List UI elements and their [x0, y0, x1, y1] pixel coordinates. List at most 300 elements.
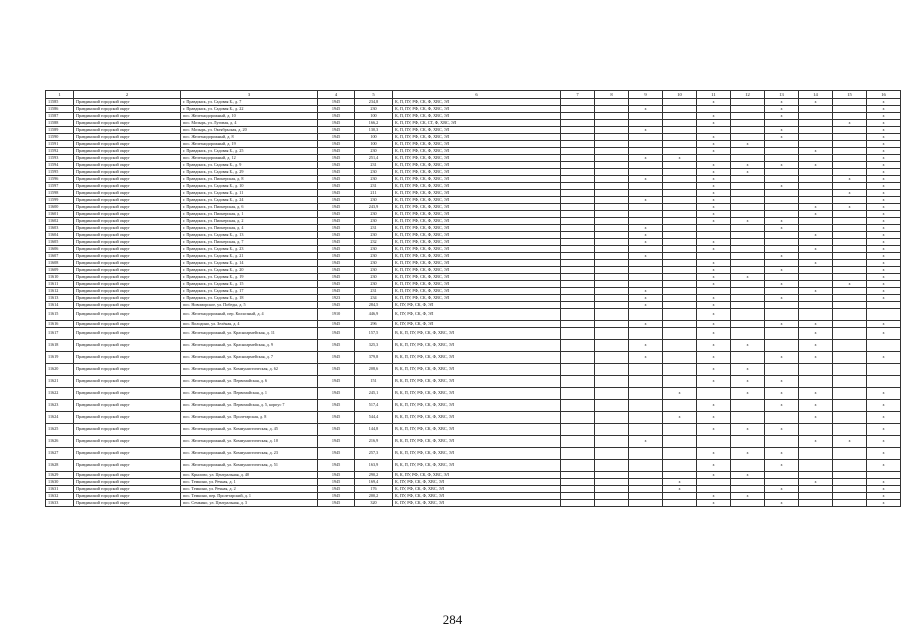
municipality-cell: Правдинский городской округ	[74, 141, 181, 148]
mark-cell-col-16: x	[867, 99, 901, 106]
mark-cell-col-16: x	[867, 190, 901, 197]
mark-cell-col-12	[731, 225, 765, 232]
mark-cell-col-16: x	[867, 246, 901, 253]
municipality-cell: Правдинский городской округ	[74, 211, 181, 218]
mark-cell-col-10	[663, 197, 697, 204]
mark-cell-col-10	[663, 472, 697, 479]
address-cell: пос. Железнодорожный, ул. Первомайская, д. 5, корпус 7	[181, 400, 318, 412]
mark-cell-col-12	[731, 183, 765, 190]
mark-cell-col-12	[731, 412, 765, 424]
mark-cell-col-8	[595, 288, 629, 295]
mark-cell-col-14	[799, 197, 833, 204]
mark-cell-col-12	[731, 106, 765, 113]
year-cell: 1945	[318, 127, 355, 134]
mark-cell-col-10	[663, 162, 697, 169]
mark-cell-col-12	[731, 155, 765, 162]
row-id-cell: 11589	[46, 127, 74, 134]
address-cell: г. Правдинск, ул. Садовая Б., д. 9	[181, 162, 318, 169]
mark-cell-col-16: x	[867, 500, 901, 507]
mark-cell-col-16: x	[867, 260, 901, 267]
mark-cell-col-11: x	[697, 246, 731, 253]
mark-cell-col-11: x	[697, 321, 731, 328]
mark-cell-col-10: x	[663, 388, 697, 400]
mark-cell-col-7	[561, 472, 595, 479]
works-cell: В, К, П, ПУ, РФ, СК, Ф, ХВС, ЭЛ	[393, 340, 561, 352]
municipality-cell: Правдинский городской округ	[74, 148, 181, 155]
mark-cell-col-9	[629, 148, 663, 155]
mark-cell-col-9	[629, 486, 663, 493]
mark-cell-col-15: x	[833, 176, 867, 183]
mark-cell-col-8	[595, 183, 629, 190]
row-id-cell: 11630	[46, 479, 74, 486]
mark-cell-col-8	[595, 197, 629, 204]
mark-cell-col-14: x	[799, 148, 833, 155]
mark-cell-col-16: x	[867, 412, 901, 424]
mark-cell-col-9: x	[629, 106, 663, 113]
register-table	[45, 90, 901, 507]
mark-cell-col-15	[833, 183, 867, 190]
mark-cell-col-16: x	[867, 155, 901, 162]
mark-cell-col-12: x	[731, 472, 765, 479]
municipality-cell: Правдинский городской округ	[74, 99, 181, 106]
municipality-cell: Правдинский городской округ	[74, 436, 181, 448]
area-cell: 100	[355, 113, 393, 120]
row-id-cell: 11620	[46, 364, 74, 376]
mark-cell-col-11: x	[697, 493, 731, 500]
mark-cell-col-14	[799, 225, 833, 232]
area-cell: 230	[355, 281, 393, 288]
mark-cell-col-14	[799, 376, 833, 388]
municipality-cell: Правдинский городской округ	[74, 295, 181, 302]
mark-cell-col-9: x	[629, 321, 663, 328]
mark-cell-col-13: x	[765, 113, 799, 120]
mark-cell-col-14	[799, 120, 833, 127]
row-id-cell: 11611	[46, 281, 74, 288]
works-cell: К, ПУ, РФ, СК, Ф, ХВС, ЭЛ	[393, 500, 561, 507]
area-cell: 230	[355, 106, 393, 113]
municipality-cell: Правдинский городской округ	[74, 352, 181, 364]
year-cell: 1945	[318, 106, 355, 113]
address-cell: г. Правдинск, ул. Садовая Б., д. 15	[181, 281, 318, 288]
mark-cell-col-10	[663, 424, 697, 436]
mark-cell-col-11: x	[697, 295, 731, 302]
mark-cell-col-7	[561, 340, 595, 352]
table-row	[46, 412, 901, 424]
mark-cell-col-16: x	[867, 204, 901, 211]
works-cell: К, П, ПУ, РФ, СК, Ф, ХВС, ЭЛ	[393, 253, 561, 260]
municipality-cell: Правдинский городской округ	[74, 364, 181, 376]
mark-cell-col-10	[663, 211, 697, 218]
mark-cell-col-7	[561, 424, 595, 436]
row-id-cell: 11598	[46, 190, 74, 197]
mark-cell-col-12: x	[731, 274, 765, 281]
mark-cell-col-16: x	[867, 148, 901, 155]
area-cell: 290,2	[355, 472, 393, 479]
mark-cell-col-10: x	[663, 412, 697, 424]
row-id-cell: 11610	[46, 274, 74, 281]
mark-cell-col-7	[561, 295, 595, 302]
mark-cell-col-14	[799, 127, 833, 134]
mark-cell-col-15	[833, 127, 867, 134]
row-id-cell: 11591	[46, 141, 74, 148]
column-header-1: 1	[46, 91, 74, 99]
area-cell: 517,4	[355, 400, 393, 412]
mark-cell-col-12	[731, 309, 765, 321]
mark-cell-col-15	[833, 197, 867, 204]
table-row	[46, 376, 901, 388]
address-cell: г. Правдинск, ул. Садовая Б., д. 17	[181, 288, 318, 295]
address-cell: пос. Железнодорожный, ул. Коммунистическая, д. 62	[181, 364, 318, 376]
address-cell: пос. Семкино, ул. Центральная, д. 3	[181, 500, 318, 507]
year-cell: 1945	[318, 436, 355, 448]
mark-cell-col-14: x	[799, 288, 833, 295]
works-cell: К, П, ПУ, РФ, СК, Ф, ХВС, ЭЛ	[393, 176, 561, 183]
column-header-12: 12	[731, 91, 765, 99]
mark-cell-col-12	[731, 176, 765, 183]
mark-cell-col-8	[595, 340, 629, 352]
mark-cell-col-8	[595, 352, 629, 364]
mark-cell-col-15	[833, 376, 867, 388]
mark-cell-col-13	[765, 493, 799, 500]
year-cell: 1945	[318, 388, 355, 400]
works-cell: К, П, ПУ, РФ, СК, Ф, ХВС, ЭЛ	[393, 141, 561, 148]
works-cell: К, ПУ, РФ, СК, Ф, ХВС, ЭЛ	[393, 479, 561, 486]
mark-cell-col-12	[731, 436, 765, 448]
mark-cell-col-7	[561, 376, 595, 388]
table-row	[46, 218, 901, 225]
works-cell: К, П, ПУ, РФ, СК, Ф, ХВС, ЭЛ	[393, 190, 561, 197]
mark-cell-col-9	[629, 493, 663, 500]
mark-cell-col-11	[697, 288, 731, 295]
mark-cell-col-13	[765, 120, 799, 127]
mark-cell-col-9	[629, 218, 663, 225]
works-cell: К, П, ПУ, РФ, СК, СТ, Ф, ХВС, ЭЛ	[393, 120, 561, 127]
mark-cell-col-16: x	[867, 211, 901, 218]
mark-cell-col-16	[867, 472, 901, 479]
table-row	[46, 239, 901, 246]
mark-cell-col-10	[663, 225, 697, 232]
address-cell: пос. Мозырь, ул. Октябрьская, д. 20	[181, 127, 318, 134]
mark-cell-col-16: x	[867, 162, 901, 169]
mark-cell-col-12	[731, 99, 765, 106]
address-cell: пос. Мозырь, ул. Луговая, д. 4	[181, 120, 318, 127]
year-cell: 1945	[318, 204, 355, 211]
mark-cell-col-9: x	[629, 232, 663, 239]
year-cell: 1945	[318, 141, 355, 148]
mark-cell-col-14: x	[799, 328, 833, 340]
year-cell: 1923	[318, 295, 355, 302]
mark-cell-col-12: x	[731, 340, 765, 352]
mark-cell-col-13: x	[765, 376, 799, 388]
mark-cell-col-11: x	[697, 352, 731, 364]
mark-cell-col-12: x	[731, 162, 765, 169]
mark-cell-col-9	[629, 204, 663, 211]
table-row	[46, 260, 901, 267]
mark-cell-col-15	[833, 486, 867, 493]
area-cell: 230	[355, 169, 393, 176]
mark-cell-col-9	[629, 460, 663, 472]
mark-cell-col-12: x	[731, 493, 765, 500]
mark-cell-col-9	[629, 246, 663, 253]
mark-cell-col-8	[595, 321, 629, 328]
table-row	[46, 169, 901, 176]
mark-cell-col-15	[833, 479, 867, 486]
mark-cell-col-7	[561, 141, 595, 148]
mark-cell-col-7	[561, 479, 595, 486]
mark-cell-col-10	[663, 400, 697, 412]
column-header-6: 6	[393, 91, 561, 99]
year-cell: 1945	[318, 169, 355, 176]
year-cell: 1945	[318, 113, 355, 120]
mark-cell-col-15	[833, 218, 867, 225]
mark-cell-col-9: x	[629, 239, 663, 246]
mark-cell-col-10	[663, 106, 697, 113]
area-cell: 169,4	[355, 479, 393, 486]
mark-cell-col-16	[867, 309, 901, 321]
mark-cell-col-12	[731, 113, 765, 120]
area-cell: 200,2	[355, 493, 393, 500]
row-id-cell: 11617	[46, 328, 74, 340]
area-cell: 325,3	[355, 340, 393, 352]
municipality-cell: Правдинский городской округ	[74, 106, 181, 113]
mark-cell-col-11: x	[697, 424, 731, 436]
mark-cell-col-16: x	[867, 218, 901, 225]
area-cell: 163,9	[355, 460, 393, 472]
area-cell: 230	[355, 260, 393, 267]
mark-cell-col-9: x	[629, 352, 663, 364]
mark-cell-col-15	[833, 400, 867, 412]
mark-cell-col-14	[799, 134, 833, 141]
table-row	[46, 176, 901, 183]
mark-cell-col-7	[561, 155, 595, 162]
mark-cell-col-12	[731, 281, 765, 288]
mark-cell-col-13	[765, 309, 799, 321]
mark-cell-col-14	[799, 500, 833, 507]
mark-cell-col-14	[799, 460, 833, 472]
area-cell: 230	[355, 211, 393, 218]
mark-cell-col-16: x	[867, 486, 901, 493]
mark-cell-col-12	[731, 134, 765, 141]
mark-cell-col-9	[629, 400, 663, 412]
column-header-10: 10	[663, 91, 697, 99]
mark-cell-col-11: x	[697, 176, 731, 183]
mark-cell-col-11: x	[697, 99, 731, 106]
mark-cell-col-12	[731, 288, 765, 295]
address-cell: пос. Железнодорожный, ул. Первомайская, д. 6	[181, 376, 318, 388]
mark-cell-col-16: x	[867, 479, 901, 486]
mark-cell-col-9	[629, 260, 663, 267]
table-row	[46, 197, 901, 204]
mark-cell-col-13	[765, 302, 799, 309]
municipality-cell: Правдинский городской округ	[74, 246, 181, 253]
mark-cell-col-9: x	[629, 176, 663, 183]
mark-cell-col-15	[833, 162, 867, 169]
mark-cell-col-12	[731, 295, 765, 302]
column-header-14: 14	[799, 91, 833, 99]
mark-cell-col-13	[765, 340, 799, 352]
works-cell: К, П, ПУ, РФ, СК, Ф, ХВС, ЭЛ	[393, 127, 561, 134]
mark-cell-col-8	[595, 246, 629, 253]
mark-cell-col-14: x	[799, 321, 833, 328]
address-cell: г. Правдинск, ул. Садовая Б., д. 11	[181, 190, 318, 197]
mark-cell-col-10	[663, 204, 697, 211]
mark-cell-col-8	[595, 225, 629, 232]
table-row	[46, 493, 901, 500]
address-cell: г. Правдинск, ул. Садовая Б., д. 25	[181, 148, 318, 155]
address-cell: пос. Железнодорожный, д. 10	[181, 113, 318, 120]
year-cell: 1945	[318, 120, 355, 127]
works-cell: К, П, ПУ, РФ, СК, Ф, ХВС, ЭЛ	[393, 281, 561, 288]
mark-cell-col-14: x	[799, 204, 833, 211]
mark-cell-col-13: x	[765, 106, 799, 113]
address-cell: г. Правдинск, ул. Садовая Б., д. 18	[181, 295, 318, 302]
year-cell: 1945	[318, 486, 355, 493]
municipality-cell: Правдинский городской округ	[74, 239, 181, 246]
mark-cell-col-10	[663, 99, 697, 106]
mark-cell-col-7	[561, 148, 595, 155]
mark-cell-col-15	[833, 340, 867, 352]
mark-cell-col-14	[799, 239, 833, 246]
year-cell: 1945	[318, 218, 355, 225]
year-cell: 1910	[318, 309, 355, 321]
year-cell: 1945	[318, 400, 355, 412]
mark-cell-col-9	[629, 141, 663, 148]
mark-cell-col-11: x	[697, 340, 731, 352]
mark-cell-col-13: x	[765, 218, 799, 225]
row-id-cell: 11628	[46, 460, 74, 472]
mark-cell-col-13	[765, 232, 799, 239]
mark-cell-col-15	[833, 295, 867, 302]
area-cell: 257,3	[355, 448, 393, 460]
mark-cell-col-15: x	[833, 436, 867, 448]
municipality-cell: Правдинский городской округ	[74, 412, 181, 424]
mark-cell-col-10	[663, 340, 697, 352]
mark-cell-col-11: x	[697, 460, 731, 472]
mark-cell-col-14: x	[799, 412, 833, 424]
mark-cell-col-10	[663, 302, 697, 309]
mark-cell-col-8	[595, 412, 629, 424]
mark-cell-col-10	[663, 120, 697, 127]
table-row	[46, 204, 901, 211]
year-cell: 1945	[318, 321, 355, 328]
year-cell: 1945	[318, 448, 355, 460]
mark-cell-col-8	[595, 148, 629, 155]
mark-cell-col-14: x	[799, 260, 833, 267]
mark-cell-col-10	[663, 376, 697, 388]
mark-cell-col-11: x	[697, 309, 731, 321]
municipality-cell: Правдинский городской округ	[74, 204, 181, 211]
area-cell: 100	[355, 141, 393, 148]
mark-cell-col-10	[663, 448, 697, 460]
year-cell: 1945	[318, 376, 355, 388]
mark-cell-col-15	[833, 424, 867, 436]
table-row	[46, 486, 901, 493]
works-cell: В, К, П, ПУ, РФ, СК, Ф, ХВС, ЭЛ	[393, 448, 561, 460]
table-row	[46, 120, 901, 127]
municipality-cell: Правдинский городской округ	[74, 134, 181, 141]
area-cell: 100	[355, 134, 393, 141]
mark-cell-col-10	[663, 364, 697, 376]
mark-cell-col-15	[833, 352, 867, 364]
row-id-cell: 11590	[46, 134, 74, 141]
mark-cell-col-13: x	[765, 267, 799, 274]
mark-cell-col-7	[561, 183, 595, 190]
table-row	[46, 127, 901, 134]
mark-cell-col-14: x	[799, 400, 833, 412]
mark-cell-col-11: x	[697, 120, 731, 127]
mark-cell-col-15	[833, 500, 867, 507]
municipality-cell: Правдинский городской округ	[74, 448, 181, 460]
works-cell: В, К, П, ПУ, РФ, СК, Ф, ХВС, ЭЛ	[393, 460, 561, 472]
municipality-cell: Правдинский городской округ	[74, 376, 181, 388]
works-cell: В, К, П, ПУ, РФ, СК, Ф, ХВС, ЭЛ	[393, 376, 561, 388]
year-cell: 1945	[318, 253, 355, 260]
mark-cell-col-10	[663, 267, 697, 274]
mark-cell-col-16: x	[867, 239, 901, 246]
row-id-cell: 11586	[46, 106, 74, 113]
mark-cell-col-11: x	[697, 113, 731, 120]
mark-cell-col-13	[765, 169, 799, 176]
mark-cell-col-10	[663, 321, 697, 328]
table-row	[46, 309, 901, 321]
mark-cell-col-15	[833, 302, 867, 309]
mark-cell-col-9	[629, 267, 663, 274]
mark-cell-col-7	[561, 246, 595, 253]
mark-cell-col-14	[799, 155, 833, 162]
mark-cell-col-7	[561, 328, 595, 340]
year-cell: 1945	[318, 99, 355, 106]
address-cell: пос. Железнодорожный, ул. Коммунистическая, д. 10	[181, 436, 318, 448]
mark-cell-col-16: x	[867, 127, 901, 134]
year-cell: 1945	[318, 176, 355, 183]
works-cell: К, П, ПУ, РФ, СК, Ф, ХВС, ЭЛ	[393, 295, 561, 302]
address-cell: г. Правдинск, ул. Садовая Б., д. 19	[181, 274, 318, 281]
mark-cell-col-7	[561, 204, 595, 211]
mark-cell-col-16: x	[867, 352, 901, 364]
mark-cell-col-10	[663, 176, 697, 183]
mark-cell-col-11	[697, 232, 731, 239]
mark-cell-col-14	[799, 424, 833, 436]
mark-cell-col-7	[561, 106, 595, 113]
mark-cell-col-7	[561, 321, 595, 328]
mark-cell-col-11: x	[697, 169, 731, 176]
mark-cell-col-9	[629, 211, 663, 218]
mark-cell-col-13: x	[765, 253, 799, 260]
row-id-cell: 11607	[46, 253, 74, 260]
mark-cell-col-14	[799, 364, 833, 376]
mark-cell-col-11: x	[697, 472, 731, 479]
mark-cell-col-15	[833, 113, 867, 120]
works-cell: К, П, ПУ, РФ, СК, Ф, ХВС, ЭЛ	[393, 218, 561, 225]
row-id-cell: 11585	[46, 99, 74, 106]
mark-cell-col-7	[561, 190, 595, 197]
municipality-cell: Правдинский городской округ	[74, 479, 181, 486]
mark-cell-col-13	[765, 479, 799, 486]
mark-cell-col-14	[799, 267, 833, 274]
mark-cell-col-12	[731, 352, 765, 364]
mark-cell-col-16: x	[867, 197, 901, 204]
table-row	[46, 99, 901, 106]
mark-cell-col-15	[833, 246, 867, 253]
mark-cell-col-16: x	[867, 295, 901, 302]
mark-cell-col-15	[833, 321, 867, 328]
mark-cell-col-7	[561, 460, 595, 472]
table-row	[46, 328, 901, 340]
mark-cell-col-13: x	[765, 127, 799, 134]
mark-cell-col-10	[663, 328, 697, 340]
address-cell: пос. Железнодорожный, ул. Коммунистическая, д. 23	[181, 448, 318, 460]
address-cell: г. Правдинск, ул. Садовая Б., д. 7	[181, 99, 318, 106]
